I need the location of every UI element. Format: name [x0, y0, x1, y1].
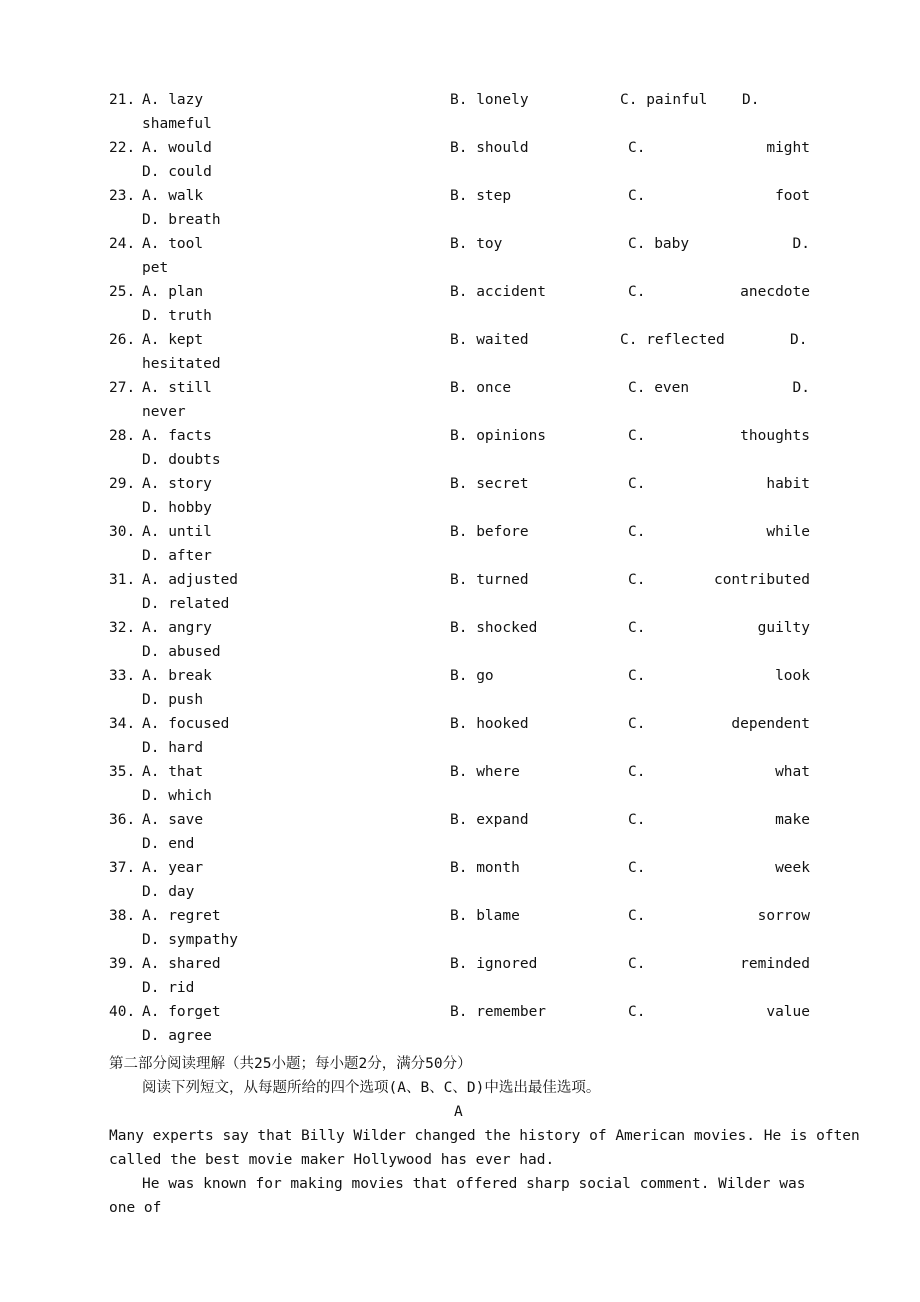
option-a: A. until — [142, 524, 212, 540]
option-c-text: week — [775, 860, 810, 876]
option-b: B. toy — [450, 236, 503, 252]
passage-label: A — [454, 1104, 463, 1120]
question-number: 35. — [109, 764, 136, 780]
option-a: A. regret — [142, 908, 221, 924]
option-a: A. shared — [142, 956, 221, 972]
option-c-text: value — [766, 1004, 810, 1020]
question-number: 29. — [109, 476, 136, 492]
option-a: A. would — [142, 140, 212, 156]
question-item — [0, 424, 920, 472]
option-c-label: C. — [628, 668, 646, 684]
option-b: B. where — [450, 764, 520, 780]
question-item — [0, 760, 920, 808]
option-d-label: D. — [790, 332, 808, 348]
option-c-text: habit — [766, 476, 810, 492]
option-b: B. remember — [450, 1004, 547, 1020]
option-d: D. day — [142, 884, 195, 900]
option-b: B. waited — [450, 332, 529, 348]
question-number: 22. — [109, 140, 136, 156]
option-a: A. angry — [142, 620, 212, 636]
option-b: B. once — [450, 380, 512, 396]
option-b: B. step — [450, 188, 512, 204]
question-number: 24. — [109, 236, 136, 252]
question-number: 25. — [109, 284, 136, 300]
option-a: A. kept — [142, 332, 204, 348]
option-a: A. story — [142, 476, 212, 492]
option-a: A. adjusted — [142, 572, 239, 588]
option-d-text: pet — [142, 260, 169, 276]
option-d: D. rid — [142, 980, 195, 996]
question-number: 39. — [109, 956, 136, 972]
option-c-text: what — [775, 764, 810, 780]
option-a: A. focused — [142, 716, 230, 732]
question-number: 31. — [109, 572, 136, 588]
option-c-text: sorrow — [757, 908, 810, 924]
option-d-text: hesitated — [142, 356, 221, 372]
option-d: D. truth — [142, 308, 212, 324]
option-c-label: C. — [628, 140, 646, 156]
question-number: 28. — [109, 428, 136, 444]
option-b: B. lonely — [450, 92, 529, 108]
question-item — [0, 856, 920, 904]
option-d: D. agree — [142, 1028, 212, 1044]
option-a: A. that — [142, 764, 204, 780]
option-a: A. break — [142, 668, 212, 684]
option-a: A. plan — [142, 284, 204, 300]
option-c-label: C. — [628, 860, 646, 876]
section-title: 第二部分阅读理解（共25小题；每小题2分，满分50分） — [109, 1056, 472, 1072]
option-c-label: C. — [628, 956, 646, 972]
option-c-text: thoughts — [740, 428, 810, 444]
question-number: 40. — [109, 1004, 136, 1020]
question-number: 37. — [109, 860, 136, 876]
option-c-label: C. — [628, 284, 646, 300]
option-c-label: C. — [628, 716, 646, 732]
option-d: D. end — [142, 836, 195, 852]
option-c-label: C. — [628, 428, 646, 444]
question-number: 21. — [109, 92, 136, 108]
option-b: B. hooked — [450, 716, 529, 732]
option-d-label: D. — [742, 92, 760, 108]
option-c: C. painful — [620, 92, 708, 108]
question-number: 26. — [109, 332, 136, 348]
option-d: D. related — [142, 596, 230, 612]
option-b: B. should — [450, 140, 529, 156]
question-item — [0, 328, 920, 376]
option-d-label: D. — [792, 380, 810, 396]
option-c: C. even — [628, 380, 690, 396]
option-c-text: foot — [775, 188, 810, 204]
question-item — [0, 184, 920, 232]
question-number: 33. — [109, 668, 136, 684]
option-c-label: C. — [628, 572, 646, 588]
option-d: D. hard — [142, 740, 204, 756]
option-c: C. baby — [628, 236, 690, 252]
option-c-label: C. — [628, 812, 646, 828]
option-d-text: shameful — [142, 116, 212, 132]
option-c-label: C. — [628, 1004, 646, 1020]
option-b: B. go — [450, 668, 494, 684]
option-c-text: look — [775, 668, 810, 684]
option-c-text: make — [775, 812, 810, 828]
question-item — [0, 280, 920, 328]
option-c-text: guilty — [757, 620, 810, 636]
option-c-text: might — [766, 140, 810, 156]
question-item — [0, 88, 920, 136]
option-b: B. before — [450, 524, 529, 540]
option-a: A. lazy — [142, 92, 204, 108]
question-item — [0, 712, 920, 760]
option-c-label: C. — [628, 524, 646, 540]
option-a: A. walk — [142, 188, 204, 204]
option-c-label: C. — [628, 188, 646, 204]
question-item — [0, 136, 920, 184]
option-b: B. shocked — [450, 620, 538, 636]
option-c-text: reminded — [740, 956, 810, 972]
passage-paragraph-1: Many experts say that Billy Wilder changed the history of American movies. He is often called the best movie maker Hollywood has ever had. — [109, 1128, 869, 1168]
option-d: D. doubts — [142, 452, 221, 468]
option-a: A. tool — [142, 236, 204, 252]
option-c-text: dependent — [731, 716, 810, 732]
option-b: B. accident — [450, 284, 547, 300]
question-item — [0, 904, 920, 952]
option-d: D. breath — [142, 212, 221, 228]
option-c-label: C. — [628, 908, 646, 924]
passage-paragraph-2: He was known for making movies that offered sharp social comment. Wilder was one of — [109, 1176, 815, 1216]
option-d: D. abused — [142, 644, 221, 660]
option-d: D. could — [142, 164, 212, 180]
option-c: C. reflected — [620, 332, 725, 348]
option-d: D. sympathy — [142, 932, 239, 948]
option-d: D. push — [142, 692, 204, 708]
question-number: 30. — [109, 524, 136, 540]
option-c-label: C. — [628, 476, 646, 492]
option-d-label: D. — [792, 236, 810, 252]
question-number: 38. — [109, 908, 136, 924]
option-c-label: C. — [628, 764, 646, 780]
option-a: A. year — [142, 860, 204, 876]
option-a: A. save — [142, 812, 204, 828]
option-d: D. after — [142, 548, 212, 564]
option-b: B. blame — [450, 908, 520, 924]
option-d-text: never — [142, 404, 186, 420]
option-a: A. still — [142, 380, 212, 396]
option-c-text: anecdote — [740, 284, 810, 300]
section-instruction: 阅读下列短文，从每题所给的四个选项(A、B、C、D)中选出最佳选项。 — [142, 1080, 601, 1096]
question-number: 36. — [109, 812, 136, 828]
option-b: B. expand — [450, 812, 529, 828]
question-item — [0, 232, 920, 280]
question-number: 23. — [109, 188, 136, 204]
question-item — [0, 568, 920, 616]
question-item — [0, 952, 920, 1000]
question-number: 34. — [109, 716, 136, 732]
option-b: B. ignored — [450, 956, 538, 972]
question-item — [0, 808, 920, 856]
option-d: D. which — [142, 788, 212, 804]
option-a: A. forget — [142, 1004, 221, 1020]
question-item — [0, 616, 920, 664]
option-b: B. month — [450, 860, 520, 876]
option-b: B. opinions — [450, 428, 547, 444]
question-item — [0, 1000, 920, 1048]
question-number: 32. — [109, 620, 136, 636]
option-c-text: while — [766, 524, 810, 540]
question-item — [0, 664, 920, 712]
question-item — [0, 472, 920, 520]
option-c-text: contributed — [713, 572, 810, 588]
question-item — [0, 376, 920, 424]
question-number: 27. — [109, 380, 136, 396]
option-b: B. secret — [450, 476, 529, 492]
option-d: D. hobby — [142, 500, 212, 516]
option-c-label: C. — [628, 620, 646, 636]
option-a: A. facts — [142, 428, 212, 444]
question-item — [0, 520, 920, 568]
option-b: B. turned — [450, 572, 529, 588]
